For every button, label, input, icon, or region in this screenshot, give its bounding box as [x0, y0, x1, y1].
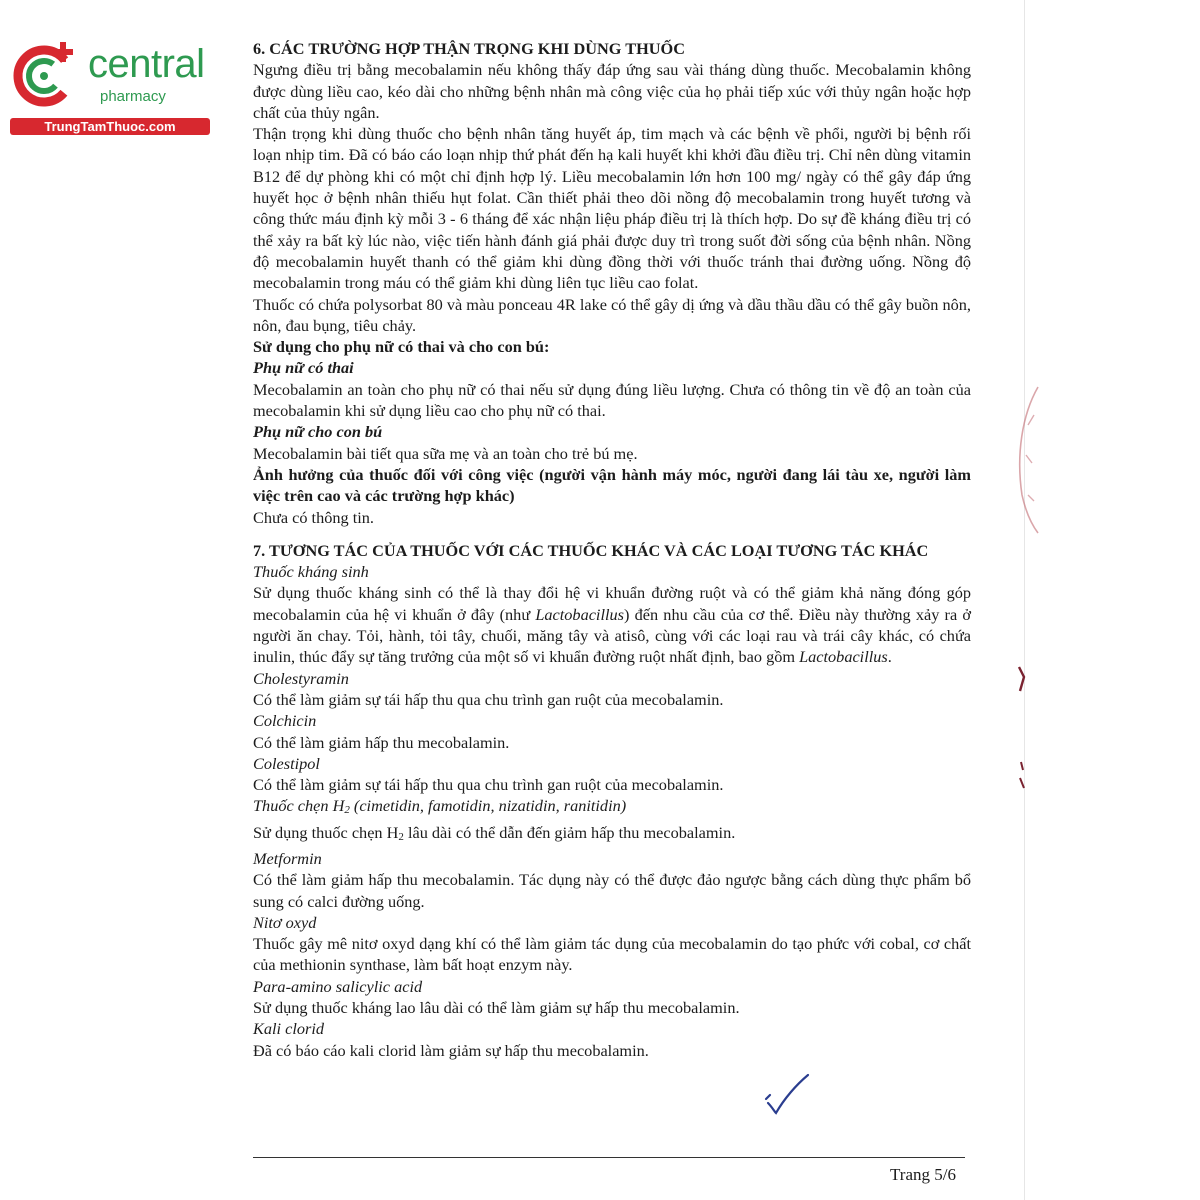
h2-blocker-text: Sử dụng thuốc chẹn H2 lâu dài có thể dẫn đến giảm hấp thu mecobalamin. [253, 822, 736, 843]
work-effect-text: Chưa có thông tin. [253, 507, 374, 527]
document-body [253, 38, 971, 1061]
section-7-title: 7. TƯƠNG TÁC CỦA THUỐC VỚI CÁC THUỐC KHÁC VÀ CÁC LOẠI TƯƠNG TÁC KHÁC [253, 540, 929, 560]
stamp-edge-icon [1012, 385, 1042, 535]
page-edge [1024, 0, 1025, 1200]
kali-clorid-text: Đã có báo cáo kali clorid làm giảm sự hấp thu mecobalamin. [253, 1040, 649, 1060]
nitrous-oxide-subheading: Nitơ oxyd [253, 912, 317, 932]
logo-brand-text: central [88, 42, 205, 86]
pregnant-subheading: Phụ nữ có thai [253, 358, 354, 378]
colestipol-text: Có thể làm giảm sự tái hấp thu qua chu trình gan ruột của mecobalamin. [253, 775, 724, 795]
s6-paragraph-1: Ngưng điều trị bằng mecobalamin nếu không thấy đáp ứng sau vài tháng dùng thuốc. Mecobalamin không được dùng liều cao, kéo dài cho những bệnh nhân mà công việc của họ phải tiếp xúc với thủy ngân hoặc hợp chất của thủy ngân. [253, 60, 971, 122]
lactobacillus-term: Lactobacillus [799, 647, 888, 667]
cholestyramin-text: Có thể làm giảm sự tái hấp thu qua chu trình gan ruột của mecobalamin. [253, 689, 724, 709]
margin-mark-icon [1015, 665, 1027, 695]
logo-sub-text: pharmacy [100, 88, 166, 105]
lactation-text: Mecobalamin bài tiết qua sữa mẹ và an toàn cho trẻ bú mẹ. [253, 443, 638, 463]
antibiotic-subheading: Thuốc kháng sinh [253, 562, 369, 582]
logo-c-cross-icon [10, 38, 84, 112]
colestipol-subheading: Colestipol [253, 753, 320, 773]
pregnant-text: Mecobalamin an toàn cho phụ nữ có thai nếu sử dụng đúng liều lượng. Chưa có thông tin về độ an toàn của mecobalamin khi sử dụng liều cao cho phụ nữ có thai. [253, 379, 971, 421]
colchicin-text: Có thể làm giảm hấp thu mecobalamin. [253, 732, 510, 752]
section-6-title: 6. CÁC TRƯỜNG HỢP THẬN TRỌNG KHI DÙNG THUỐC [253, 39, 685, 58]
logo-url: TrungTamThuoc.com [10, 118, 210, 135]
pas-subheading: Para-amino salicylic acid [253, 976, 423, 996]
page-number: Trang 5/6 [890, 1165, 956, 1184]
kali-clorid-subheading: Kali clorid [253, 1019, 325, 1039]
antibiotic-text: Sử dụng thuốc kháng sinh có thể là thay đổi hệ vi khuẩn đường ruột và có thể giảm khả năng đóng góp mecobalamin của hệ vi khuẩn ở đây (như Lactobacillus) đến nhu cầu của cơ thể. Điều này thường xảy ra ở người ăn chay. Tỏi, hành, tỏi tây, chuối, măng tây và atisô, cùng với các loại rau và trái cây khác, có chứa inulin, thúc đẩy sự tăng trưởng của một số vi khuẩn đường ruột nhất định, bao gồm Lactobacillus. [253, 583, 971, 667]
handwritten-check-icon [762, 1073, 812, 1117]
lactation-subheading: Phụ nữ cho con bú [253, 422, 383, 442]
nitrous-oxide-text: Thuốc gây mê nitơ oxyd dạng khí có thể làm giảm tác dụng của mecobalamin do tạo phức với cobal, cơ chất của methionin synthase, làm bất hoạt enzym này. [253, 934, 971, 975]
cholestyramin-subheading: Cholestyramin [253, 668, 349, 688]
pharmacy-logo[interactable] [10, 36, 215, 136]
metformin-text: Có thể làm giảm hấp thu mecobalamin. Tác dụng này có thể được đảo ngược bằng cách dùng thực phẩm bổ sung có calci đường uống. [253, 870, 971, 911]
colchicin-subheading: Colchicin [253, 711, 317, 731]
s6-paragraph-3: Thuốc có chứa polysorbat 80 và màu ponceau 4R lake có thể gây dị ứng và dầu thầu dầu có thể gây buồn nôn, nôn, đau bụng, tiêu chảy. [253, 294, 971, 335]
pas-text: Sử dụng thuốc kháng lao lâu dài có thể làm giảm sự hấp thu mecobalamin. [253, 998, 740, 1018]
s6-paragraph-2: Thận trọng khi dùng thuốc cho bệnh nhân tăng huyết áp, tim mạch và các bệnh về phổi, người bị bệnh rối loạn nhịp tim. Đã có báo cáo loạn nhịp thứ phát đến hạ kali huyết khi khởi đầu điều trị. Chỉ nên dùng vitamin B12 để dự phòng khi có một chỉ định hợp lý. Liều mecobalamin lớn hơn 100 mg/ ngày có thể gây đáp ứng huyết học ở bệnh nhân thiếu hụt folat. Cần thiết phải theo dõi nồng độ mecobalamin trong huyết tương và công thức máu định kỳ mỗi 3 - 6 tháng để xác nhận liệu pháp điều trị là thích hợp. Do sự đề kháng điều trị có thể xảy ra bất kỳ lúc nào, việc tiến hành đánh giá phải được duy trì trong suốt đời sống của bệnh nhân. Nồng độ mecobalamin huyết thanh có thể giảm khi dùng đồng thời với thuốc tránh thai đường uống. Nồng độ mecobalamin trong máu có thể giảm khi dùng liên tục liều cao folat. [253, 124, 971, 293]
work-effect-heading: Ảnh hưởng của thuốc đối với công việc (người vận hành máy móc, người đang lái tàu xe, người làm việc trên cao và các trường hợp khác) [253, 464, 971, 506]
pregnancy-heading: Sử dụng cho phụ nữ có thai và cho con bú: [253, 337, 550, 357]
margin-mark-icon [1015, 760, 1027, 790]
metformin-subheading: Metformin [253, 848, 322, 868]
footer-divider [253, 1157, 965, 1158]
h2-blocker-subheading: Thuốc chẹn H2 (cimetidin, famotidin, nizatidin, ranitidin) [253, 796, 627, 817]
lactobacillus-term: Lactobacillus [535, 604, 624, 624]
